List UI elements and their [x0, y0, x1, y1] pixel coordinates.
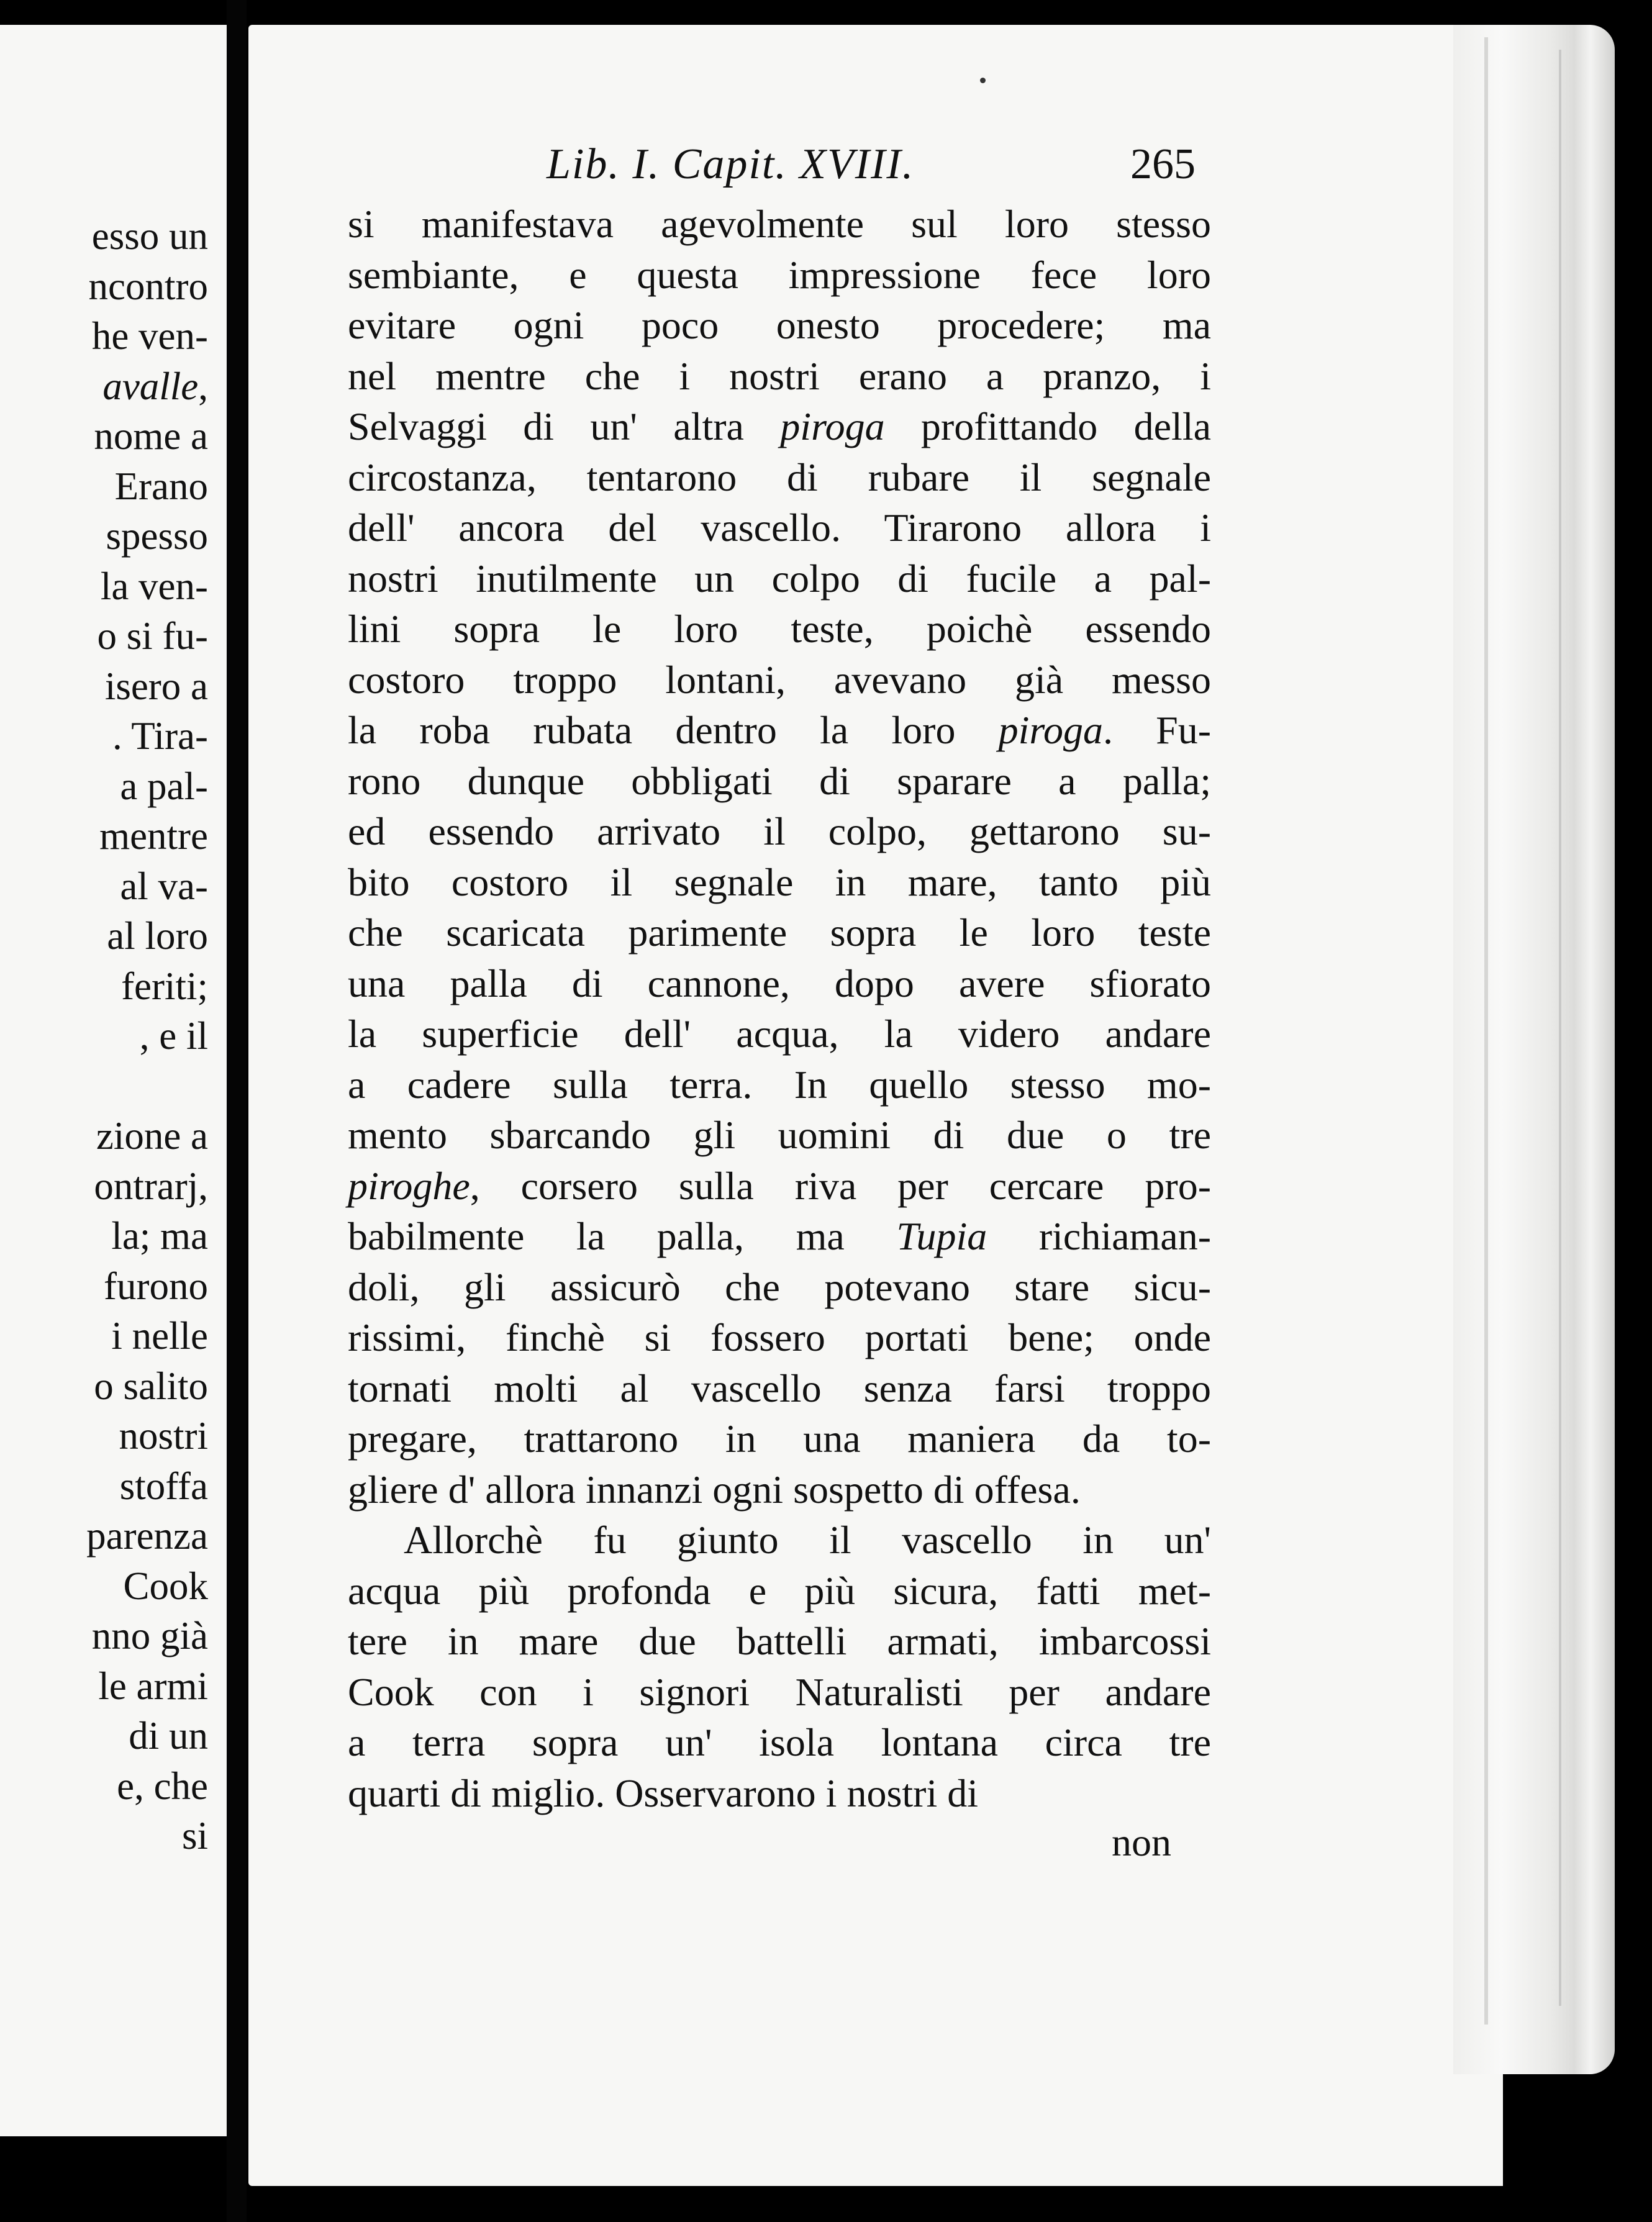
left-page-line: parenza	[86, 1514, 208, 1558]
running-head-title: Lib. I. Capit. XVIII.	[547, 140, 915, 188]
left-page-line: feriti;	[121, 964, 208, 1008]
left-page-line: al va-	[120, 864, 208, 908]
book-gutter	[227, 0, 247, 2222]
text-line: circostanza, tentarono di rubare il segnale	[348, 455, 1211, 499]
text-line: a cadere sulla terra. In quello stesso mo-	[348, 1062, 1211, 1107]
left-page-line: ncontro	[88, 264, 208, 308]
left-page-line: esso un	[91, 214, 208, 258]
text-line: mento sbarcando gli uomini di due o tre	[348, 1113, 1211, 1157]
text-line: una palla di cannone, dopo avere sfiorato	[348, 961, 1211, 1005]
left-page-line: mentre	[99, 814, 208, 858]
ink-speck	[980, 78, 986, 83]
left-page-line: al loro	[107, 914, 208, 958]
text-line: nostri inutilmente un colpo di fucile a pal-	[348, 556, 1211, 601]
left-page-line: nno già	[91, 1614, 208, 1657]
page-edge-crease	[1559, 50, 1561, 2006]
text-line: lini sopra le loro teste, poichè essendo	[348, 607, 1211, 651]
text-line: si manifestava agevolmente sul loro stesso	[348, 202, 1211, 246]
left-page-fragment	[0, 25, 227, 2136]
left-page-line: zione a	[96, 1114, 208, 1158]
text-line: gliere d' allora innanzi ogni sospetto di offesa.	[348, 1467, 1081, 1512]
left-page-line: la; ma	[111, 1214, 208, 1258]
text-line: pregare, trattarono in una maniera da to-	[348, 1417, 1211, 1461]
left-page-line: i nelle	[111, 1314, 208, 1358]
left-page-line: le armi	[98, 1664, 208, 1708]
left-page-line: nostri	[119, 1414, 208, 1458]
text-line: rono dunque obbligati di sparare a palla;	[348, 758, 1211, 803]
left-page-line: e, che	[117, 1764, 208, 1808]
text-line: nel mentre che i nostri erano a pranzo, i	[348, 353, 1211, 398]
text-line: doli, gli assicurò che potevano stare sicu-	[348, 1264, 1211, 1309]
text-line: che scaricata parimente sopra le loro teste	[348, 910, 1211, 955]
text-line: Allorchè fu giunto il vascello in un'	[404, 1518, 1211, 1562]
text-line: Selvaggi di un' altra piroga profittando della	[348, 404, 1211, 448]
left-page-line: . Tira-	[112, 714, 208, 758]
left-page-line: isero a	[104, 664, 208, 708]
left-page-line: spesso	[106, 514, 208, 558]
text-line: sembiante, e questa impressione fece loro	[348, 252, 1211, 297]
text-line: la roba rubata dentro la loro piroga. Fu-	[348, 708, 1212, 752]
left-page-line: Cook	[123, 1564, 208, 1608]
text-line: la superficie dell' acqua, la videro andare	[348, 1012, 1211, 1056]
text-line: tere in mare due battelli armati, imbarcossi	[348, 1619, 1211, 1663]
text-line: Cook con i signori Naturalisti per andare	[348, 1669, 1211, 1714]
left-page-line: furono	[104, 1264, 208, 1308]
text-line: tornati molti al vascello senza farsi troppo	[348, 1366, 1211, 1410]
left-page-line: o si fu-	[97, 614, 208, 658]
catchword: non	[1112, 1820, 1171, 1864]
page-number: 265	[1130, 140, 1196, 188]
text-line: dell' ancora del vascello. Tirarono allora i	[348, 506, 1211, 550]
left-page-line: , e il	[139, 1014, 208, 1058]
text-line: quarti di miglio. Osservarono i nostri di	[348, 1771, 978, 1815]
page-edge-crease	[1484, 37, 1488, 2025]
left-page-line: a pal-	[120, 764, 208, 808]
text-line: costoro troppo lontani, avevano già messo	[348, 657, 1211, 702]
left-page-line: di un	[129, 1714, 208, 1757]
body-text	[348, 199, 1211, 1818]
left-page-line: avalle,	[102, 364, 208, 408]
text-line: ed essendo arrivato il colpo, gettarono su-	[348, 809, 1211, 853]
text-line: piroghe, corsero sulla riva per cercare pro-	[348, 1163, 1211, 1208]
text-line: bito costoro il segnale in mare, tanto più	[348, 859, 1211, 904]
left-page-line: o salito	[94, 1364, 208, 1408]
left-page-line: si	[181, 1814, 208, 1857]
running-head	[547, 140, 914, 189]
left-page-line: ontrarj,	[94, 1164, 208, 1208]
text-line: babilmente la palla, ma Tupia richiaman-	[348, 1214, 1212, 1258]
left-page-line: la ven-	[100, 564, 208, 608]
text-line: a terra sopra un' isola lontana circa tre	[348, 1720, 1211, 1764]
left-page-line: Erano	[114, 464, 208, 508]
page-edge	[1453, 25, 1615, 2074]
left-page-line: nome a	[94, 414, 208, 458]
text-line: evitare ogni poco onesto procedere; ma	[348, 303, 1211, 347]
left-page-line: stoffa	[119, 1464, 208, 1508]
left-page-line: he ven-	[91, 314, 208, 358]
text-line: rissimi, finchè si fossero portati bene; onde	[348, 1315, 1211, 1359]
text-line: acqua più profonda e più sicura, fatti met-	[348, 1568, 1211, 1613]
